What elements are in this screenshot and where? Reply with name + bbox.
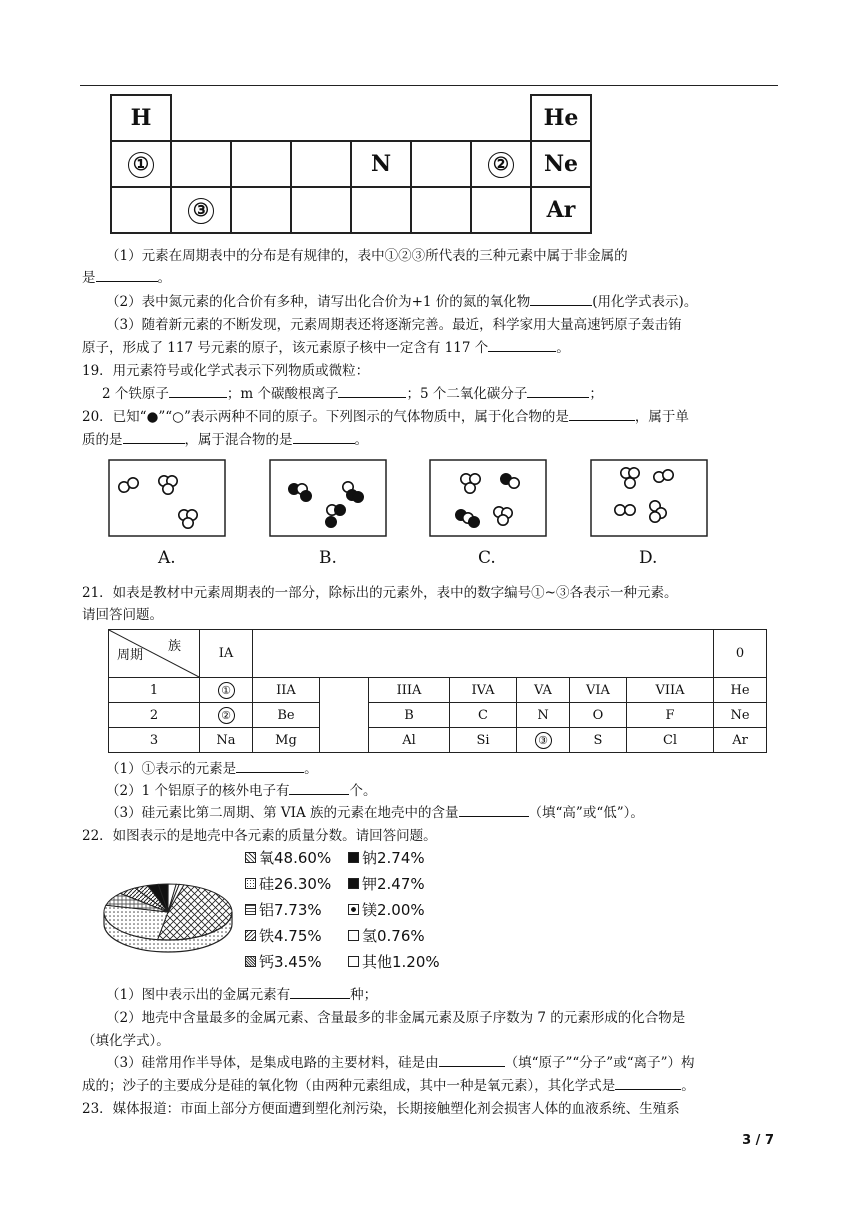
q18-part2: （2）表中氮元素的化合价有多种，请写出化合价为+1 价的氮的氧化物 (用化学式表示)。 <box>106 294 698 310</box>
cell-ne: Ne <box>531 141 591 187</box>
molecule-d1 <box>621 468 639 488</box>
q18-part1: （1）元素在周期表中的分布是有规律的，表中①②③所代表的三种元素中属于非金属的 <box>106 248 628 264</box>
legend-item: 氢0.76% <box>348 926 448 946</box>
legend-item: 镁2.00% <box>348 900 448 920</box>
molecule-b2 <box>343 482 363 502</box>
q18-part3-cont: 原子，形成了 117 号元素的原子，该元素原子核中一定含有 117 个 。 <box>82 340 570 356</box>
answer-blank[interactable] <box>439 1053 505 1067</box>
label-d: D. <box>639 548 658 568</box>
q21-line1: 21．如表是教材中元素周期表的一部分，除标出的元素外，表中的数字编号①~③各表示一种元素。 <box>82 585 678 601</box>
label-b: B. <box>319 548 337 568</box>
q22-part3: （3）硅常用作半导体，是集成电路的主要材料，硅是由 （填“原子”“分子”或“离子”）构 <box>106 1055 695 1071</box>
q22-part2: （2）地壳中含量最多的金属元素、含量最多的非金属元素及原子序数为 7 的元素形成的化合物是 <box>106 1010 686 1026</box>
legend-swatch-icon <box>348 930 359 941</box>
table-row: 1 ① IIA IIIA IVA VA VIA VIIA He <box>109 678 767 703</box>
cell-marker-2: ② <box>471 141 531 187</box>
q20-line1: 20．已知“●”“○”表示两种不同的原子。下列图示的气体物质中，属于化合物的是 ，属于单 <box>82 409 689 425</box>
molecule-a2 <box>159 476 177 494</box>
box-c <box>430 460 546 536</box>
answer-blank[interactable] <box>290 985 350 999</box>
legend-item: 氧48.60% <box>245 848 348 868</box>
crust-pie-chart <box>100 862 240 962</box>
answer-blank[interactable] <box>236 759 304 773</box>
cell-h: H <box>111 95 171 141</box>
legend-swatch-icon <box>245 930 256 941</box>
table-row: 3 Na Mg Al Si ③ S Cl Ar <box>109 728 767 753</box>
cell-marker-1: ① <box>111 141 171 187</box>
molecule-c2 <box>501 474 519 488</box>
q23-line1: 23．媒体报道：市面上部分方便面遭到塑化剂污染，长期接触塑化剂会损害人体的血液系统、生殖系 <box>82 1101 680 1117</box>
answer-blank[interactable] <box>459 803 529 817</box>
molecule-d3 <box>615 505 635 515</box>
q22-part1: （1）图中表示出的金属元素有 种； <box>106 987 378 1003</box>
legend-swatch-icon <box>245 852 256 863</box>
legend-item: 钾2.47% <box>348 874 448 894</box>
q18-part3: （3）随着新元素的不断发现，元素周期表还将逐渐完善。最近，科学家用大量高速钙原子轰击铕 <box>106 317 682 333</box>
legend-item: 钠2.74% <box>348 848 448 868</box>
legend-swatch-icon <box>348 878 359 889</box>
legend-swatch-icon <box>245 878 256 889</box>
molecule-c4 <box>494 507 512 525</box>
box-a <box>109 460 225 536</box>
pie-slices <box>104 884 232 940</box>
q19-items: 2 个铁原子 ；m 个碳酸根离子 ；5 个二氧化碳分子 ； <box>102 386 603 402</box>
molecule-d4 <box>650 501 666 522</box>
element-table <box>108 629 767 753</box>
table-row: 2 ② Be B C N O F Ne <box>109 703 767 728</box>
cell-n: N <box>351 141 411 187</box>
legend-swatch-icon <box>348 904 359 915</box>
molecule-c1 <box>461 474 480 493</box>
label-c: C. <box>478 548 496 568</box>
legend-swatch-icon <box>348 852 359 863</box>
q20-line2: 质的是 ，属于混合物的是 。 <box>82 432 368 448</box>
legend-item: 其他1.20% <box>348 952 448 972</box>
legend-item: 硅26.30% <box>245 874 348 894</box>
legend-item: 铝7.73% <box>245 900 348 920</box>
molecule-a3 <box>179 510 197 528</box>
molecule-a1 <box>119 478 138 492</box>
legend-swatch-icon <box>245 904 256 915</box>
q18-part1-cont: 是 。 <box>82 270 171 286</box>
q22-part2-cont: （填化学式）。 <box>82 1033 170 1049</box>
q21-part1: （1）①表示的元素是 。 <box>106 761 318 777</box>
pie-legend <box>245 848 448 972</box>
header-ia: IA <box>200 630 253 678</box>
legend-item: 铁4.75% <box>245 926 348 946</box>
q22-part3-cont: 成的；沙子的主要成分是硅的氧化物（由两种元素组成，其中一种是氧元素），其化学式是 。 <box>82 1078 695 1094</box>
answer-blank[interactable] <box>615 1076 681 1090</box>
q21-line2: 请回答问题。 <box>82 607 163 623</box>
q21-part3: （3）硅元素比第二周期、第 VIA 族的元素在地壳中的含量 （填“高”或“低”）。 <box>106 805 644 821</box>
header-0: 0 <box>714 630 767 678</box>
cell-marker-3: ③ <box>171 187 231 233</box>
molecule-d2 <box>654 470 673 482</box>
molecule-c3 <box>456 510 479 527</box>
legend-item: 钙3.45% <box>245 952 348 972</box>
label-a: A. <box>158 548 176 568</box>
q21-part2: （2）1 个铝原子的核外电子有 个。 <box>106 783 377 799</box>
molecule-b1 <box>289 484 311 501</box>
page-number: 3 / 7 <box>742 1133 774 1148</box>
legend-swatch-icon <box>245 956 256 967</box>
table-corner-cell: 族 周期 <box>109 630 200 678</box>
box-d <box>591 460 707 536</box>
cell-he: He <box>531 95 591 141</box>
molecule-b3 <box>326 505 345 527</box>
q22-title: 22．如图表示的是地壳中各元素的质量分数。请回答问题。 <box>82 828 437 844</box>
answer-blank[interactable] <box>289 781 349 795</box>
q19-title: 19．用元素符号或化学式表示下列物质或微粒： <box>82 363 370 379</box>
cell-ar: Ar <box>531 187 591 233</box>
legend-swatch-icon <box>348 956 359 967</box>
